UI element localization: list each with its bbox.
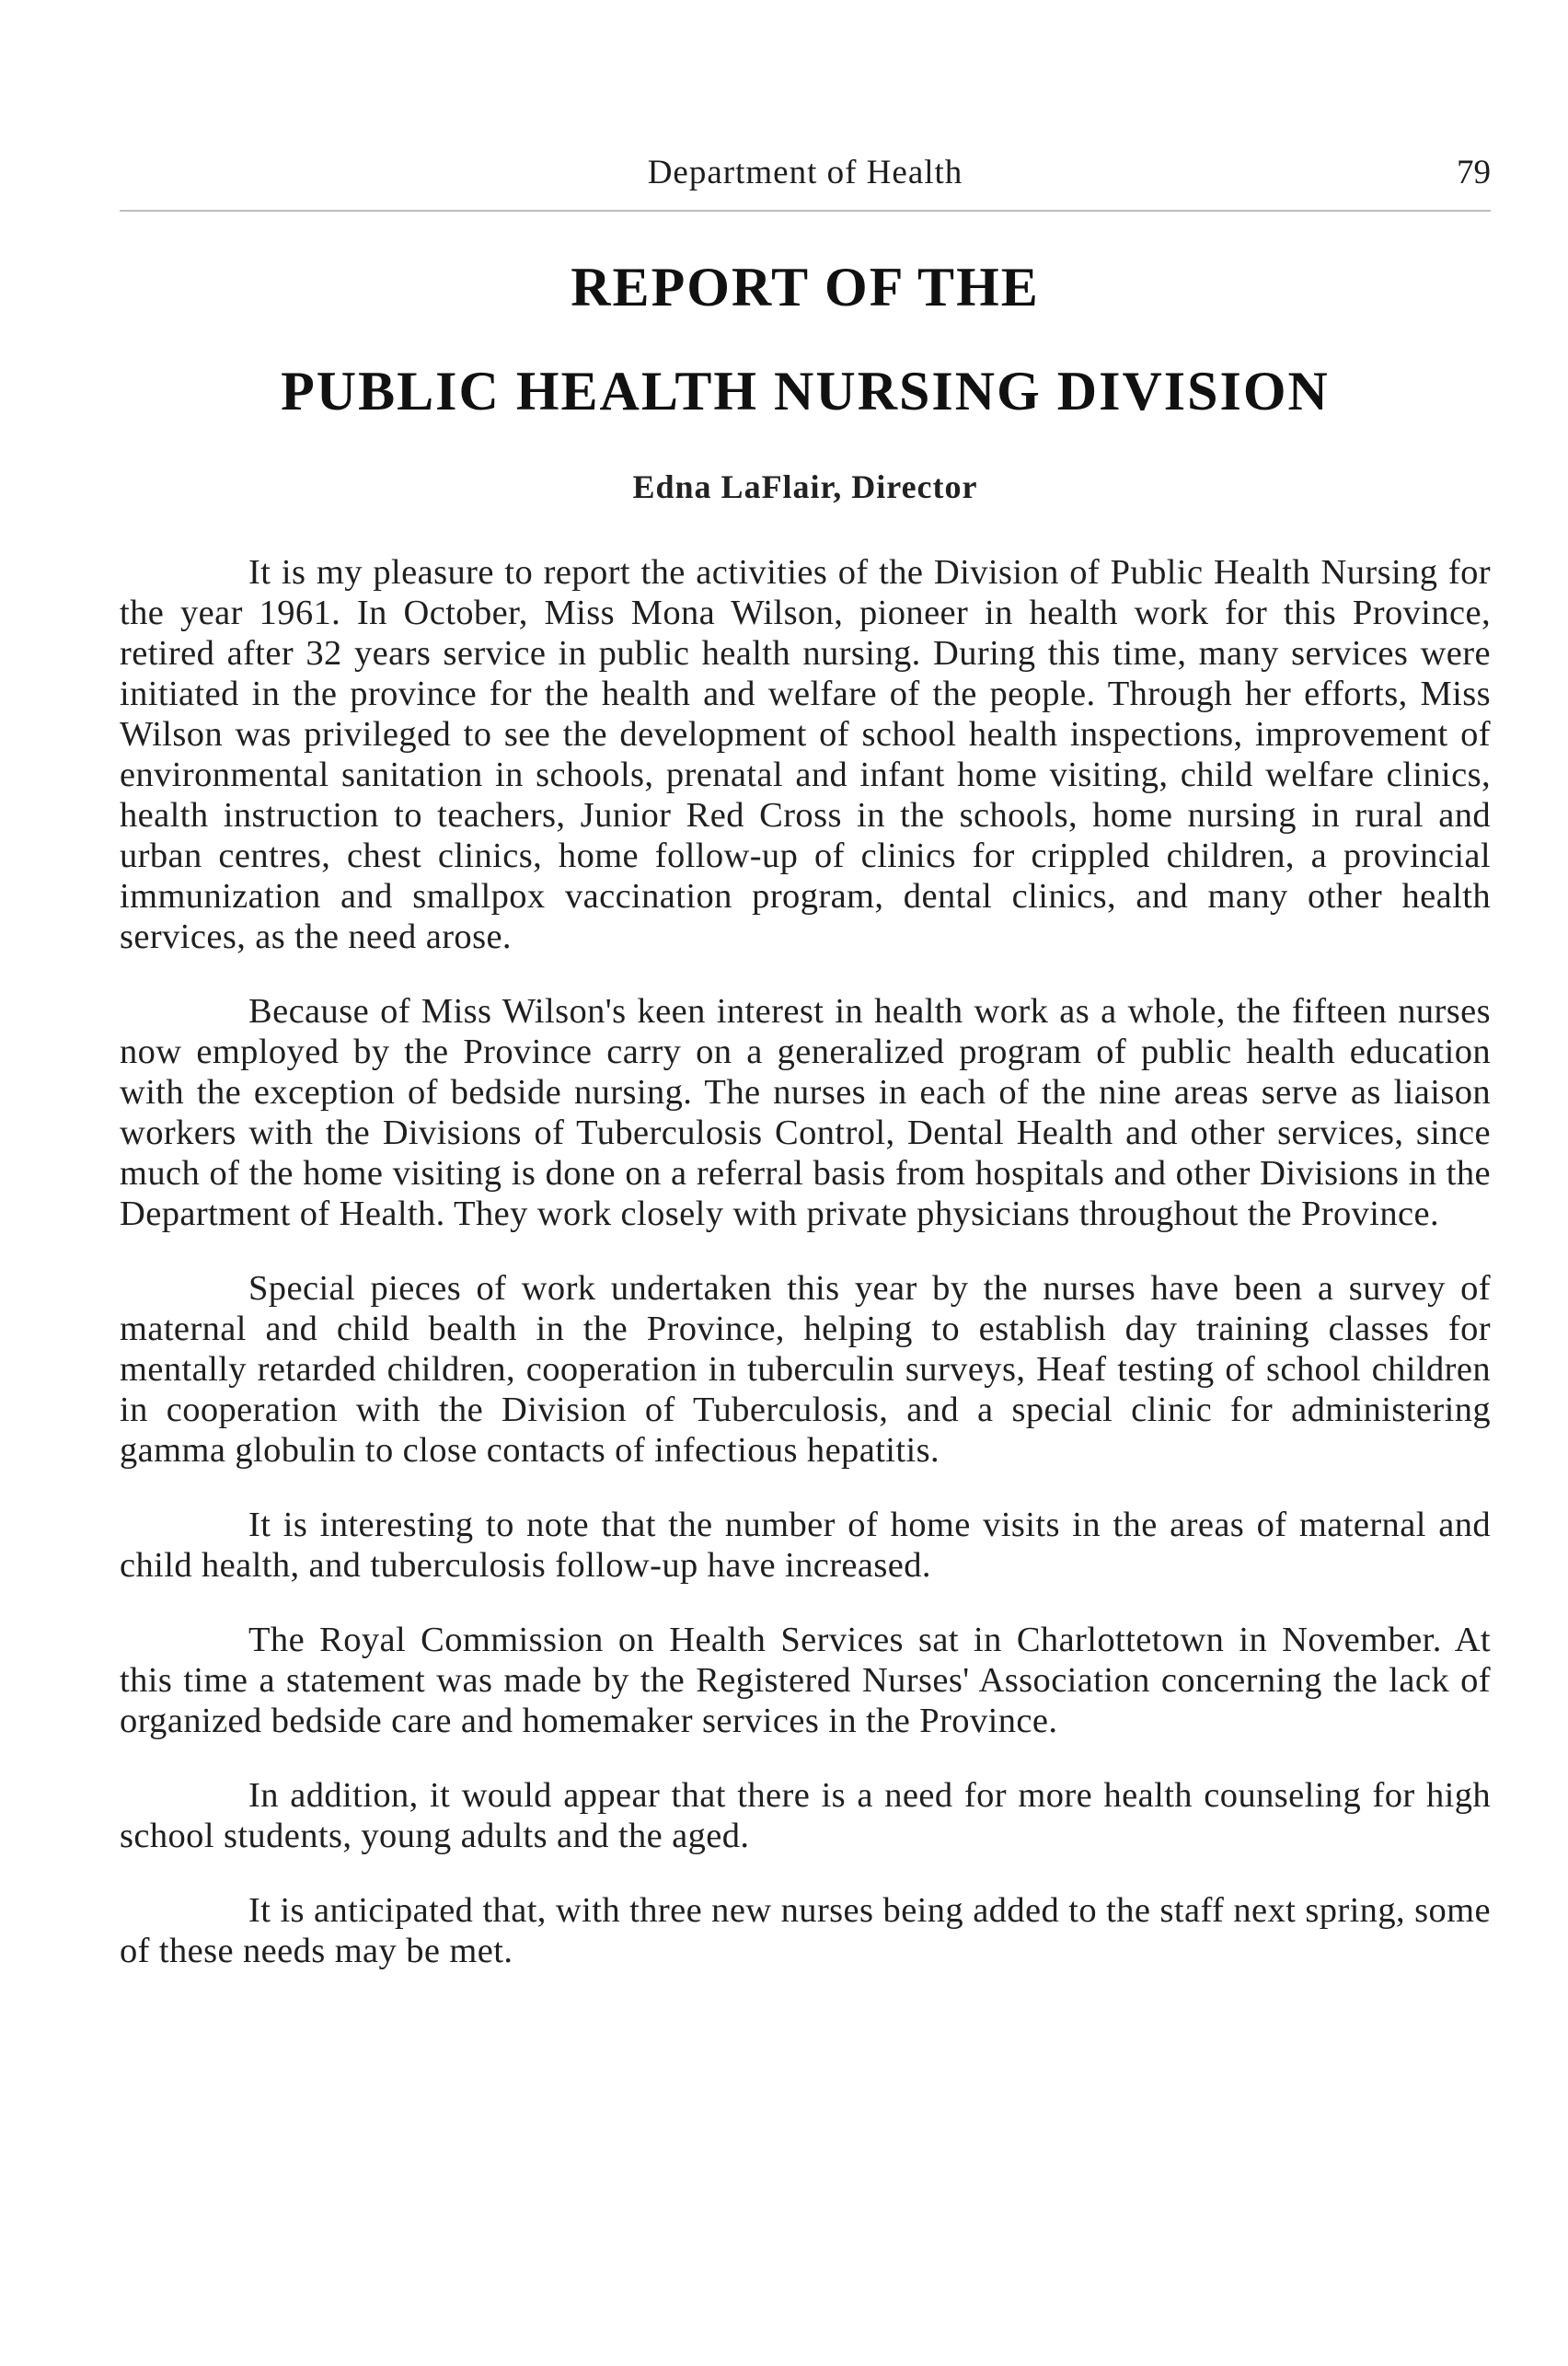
- running-title: Department of Health: [647, 154, 963, 191]
- paragraph: It is my pleasure to report the activities of the Division of Public Health Nursing for the year 1961. In October, Miss Mona Wilson, pioneer in health work for this Province, retired after 32 years service in public health nursing. During this time, many services were initiated in the province for the health and welfare of the people. Through her efforts, Miss Wilson was privileged to see the development of school health inspections, improvement of environmental sanitation in schools, prenatal and infant home visiting, child welfare clinics, health instruction to teachers, Junior Red Cross in the schools, home nursing in rural and urban centres, chest clinics, home follow-up of clinics for crippled children, a provincial immunization and smallpox vaccination program, dental clinics, and many other health services, as the need arose.: [120, 553, 1491, 956]
- body-text: [120, 552, 1491, 2005]
- paragraph: The Royal Commission on Health Services sat in Charlottetown in November. At this time a statement was made by the Registered Nurses' Association concerning the lack of organized bedside care and homemaker services in the Province.: [120, 1621, 1491, 1740]
- paragraph: Special pieces of work undertaken this year by the nurses have been a survey of maternal and child bealth in the Province, helping to establish day training classes for mentally retarded children, cooperation in tuberculin surveys, Heaf testing of school children in cooperation with the Division of Tuberculosis, and a special clinic for administering gamma globulin to close contacts of infectious hepatitis.: [120, 1269, 1491, 1470]
- byline: Edna LaFlair, Director: [632, 468, 978, 505]
- page-number: 79: [1457, 154, 1491, 191]
- report-title-line-1: REPORT OF THE: [571, 257, 1040, 317]
- running-header: [120, 147, 1491, 199]
- paragraph: Because of Miss Wilson's keen interest in health work as a whole, the fifteen nurses now employed by the Province carry on a generalized program of public health education with the exception of bedside nursing. The nurses in each of the nine areas serve as liaison workers with the Divisions of Tuberculosis Control, Dental Health and other services, since much of the home visiting is done on a referral basis from hospitals and other Divisions in the Department of Health. They work closely with private physicians throughout the Province.: [120, 992, 1491, 1233]
- header-rule: [120, 210, 1491, 212]
- report-title-line-2: PUBLIC HEALTH NURSING DIVISION: [281, 361, 1330, 421]
- paragraph: It is anticipated that, with three new nurses being added to the staff next spring, some of these needs may be met.: [120, 1891, 1491, 1970]
- paragraph: In addition, it would appear that there is a need for more health counseling for high school students, young adults and the aged.: [120, 1776, 1491, 1855]
- paragraph: It is interesting to note that the number of home visits in the areas of maternal and child health, and tuberculosis follow-up have increased.: [120, 1506, 1491, 1585]
